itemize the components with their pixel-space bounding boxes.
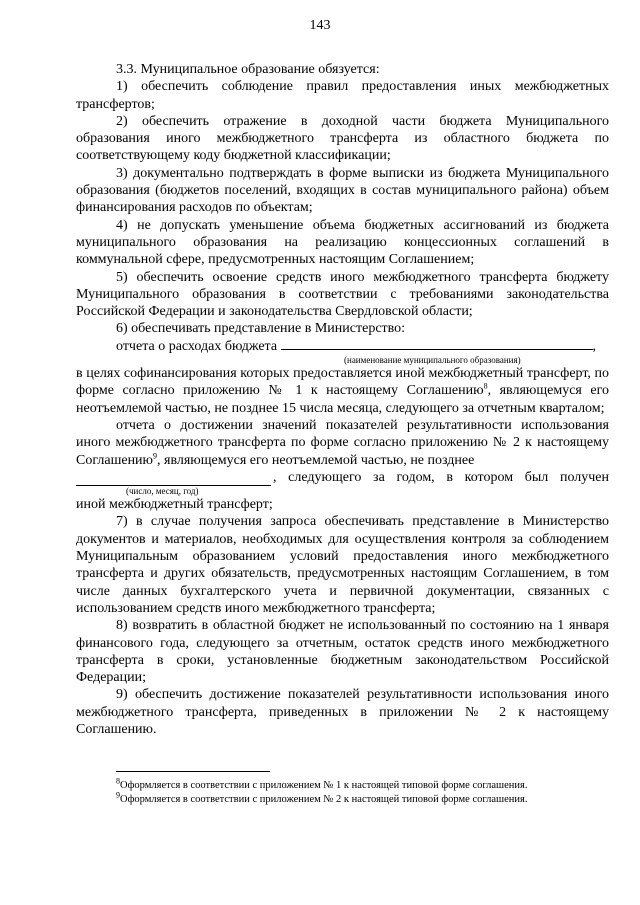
report-expenses-text-a: в целях софинансирования которых предоставляется иной межбюджетный трансферт, по форме согласно приложению № 1 к настоящему Соглашению <box>76 366 609 399</box>
section-intro: 3.3. Муниципальное образование обязуется: <box>116 62 380 77</box>
report-expenses-text <box>76 365 609 417</box>
footnotes <box>76 776 609 807</box>
date-line-text: , следующего за годом, в котором был получен <box>273 469 609 485</box>
municipality-name-caption: (наименование муниципального образования) <box>344 355 521 366</box>
footnote-text: Оформляется в соответствии с приложением № 2 к настоящей типовой форме соглашения. <box>120 794 528 805</box>
clause-9: 9) обеспечить достижение показателей результативности использования иного межбюджетного трансферта, приведенных в приложении № 2 к настоящему Соглашению. <box>76 687 609 737</box>
footnote-ref-8: 8 <box>483 381 488 391</box>
report-expenses-lead: отчета о расходах бюджета <box>116 338 278 354</box>
document-body <box>76 61 609 738</box>
clause-6: 6) обеспечивать представление в Министерство: <box>116 321 406 337</box>
report-indicators-text-a: отчета о достижении значений показателей результативности использования иного межбюджетного трансферта по форме согласно приложению № 2 к настоящему Соглашению <box>76 417 609 468</box>
date-line <box>76 469 609 486</box>
report-expenses-line <box>76 338 609 365</box>
clause-2: 2) обеспечить отражение в доходной части бюджета Муниципального образования иного межбюджетного трансферта из областного бюджета по соответствующему коду бюджетной классификации; <box>76 113 609 164</box>
footnote-9 <box>76 790 609 807</box>
report-indicators-text-b: , являющемуся его неотъемлемой частью, не позднее <box>157 452 475 468</box>
clause-3: 3) документально подтверждать в форме выписки из бюджета Муниципального образования (бюджетов поселений, входящих в состав муниципального района) объем финансирования расходов по объектам; <box>76 165 609 216</box>
footnote-ref-9: 9 <box>153 450 158 460</box>
clause-7: 7) в случае получения запроса обеспечивать представление в Министерство документов и материалов, необходимых для осуществления контроля за соблюдением Муниципальным образованием условий предоставления иного межбюджетного трансферта и других обязательств, предусмотренных настоящим Соглашением, в том числе данных бухгалтерского учета и первичной документации, связанных с использованием средств иного межбюджетного трансферта; <box>76 514 609 616</box>
report-expenses-text-b: , являющемуся его неотъемлемой частью, не позднее 15 числа месяца, следующего за отчетным кварталом; <box>76 383 609 416</box>
page-number: 143 <box>309 18 331 33</box>
footnote-8 <box>76 776 609 793</box>
footnote-number: 8 <box>116 776 120 786</box>
footnote-number: 9 <box>116 790 120 800</box>
clause-5: 5) обеспечить освоение средств иного межбюджетного трансферта бюджету Муниципального образования в соответствии с требованиями законодательства Российской Федерации и законодательства Свердловской области; <box>76 269 609 320</box>
date-caption: (число, месяц, год) <box>126 486 199 497</box>
municipality-name-blank <box>281 338 593 350</box>
clause-8: 8) возвратить в областной бюджет не использованный по состоянию на 1 января финансового года, следующего за отчетным, остаток средств иного межбюджетного трансферта в сроки, установленные бюджетным законодательством Российской Федерации; <box>76 618 609 686</box>
date-blank <box>76 474 271 486</box>
clause-1: 1) обеспечить соблюдение правил предоставления иных межбюджетных трансфертов; <box>76 79 609 112</box>
report-indicators-end: иной межбюджетный трансферт; <box>76 497 273 513</box>
report-indicators-text <box>76 417 609 469</box>
footnote-separator <box>116 771 270 772</box>
report-expenses-comma: , <box>592 338 597 354</box>
footnote-text: Оформляется в соответствии с приложением № 1 к настоящей типовой форме соглашения. <box>120 780 528 791</box>
clause-4: 4) не допускать уменьшение объема бюджетных ассигнований из бюджета муниципального образования на реализацию концессионных соглашений в коммунальной сфере, предусмотренных настоящим Соглашением; <box>76 217 609 268</box>
